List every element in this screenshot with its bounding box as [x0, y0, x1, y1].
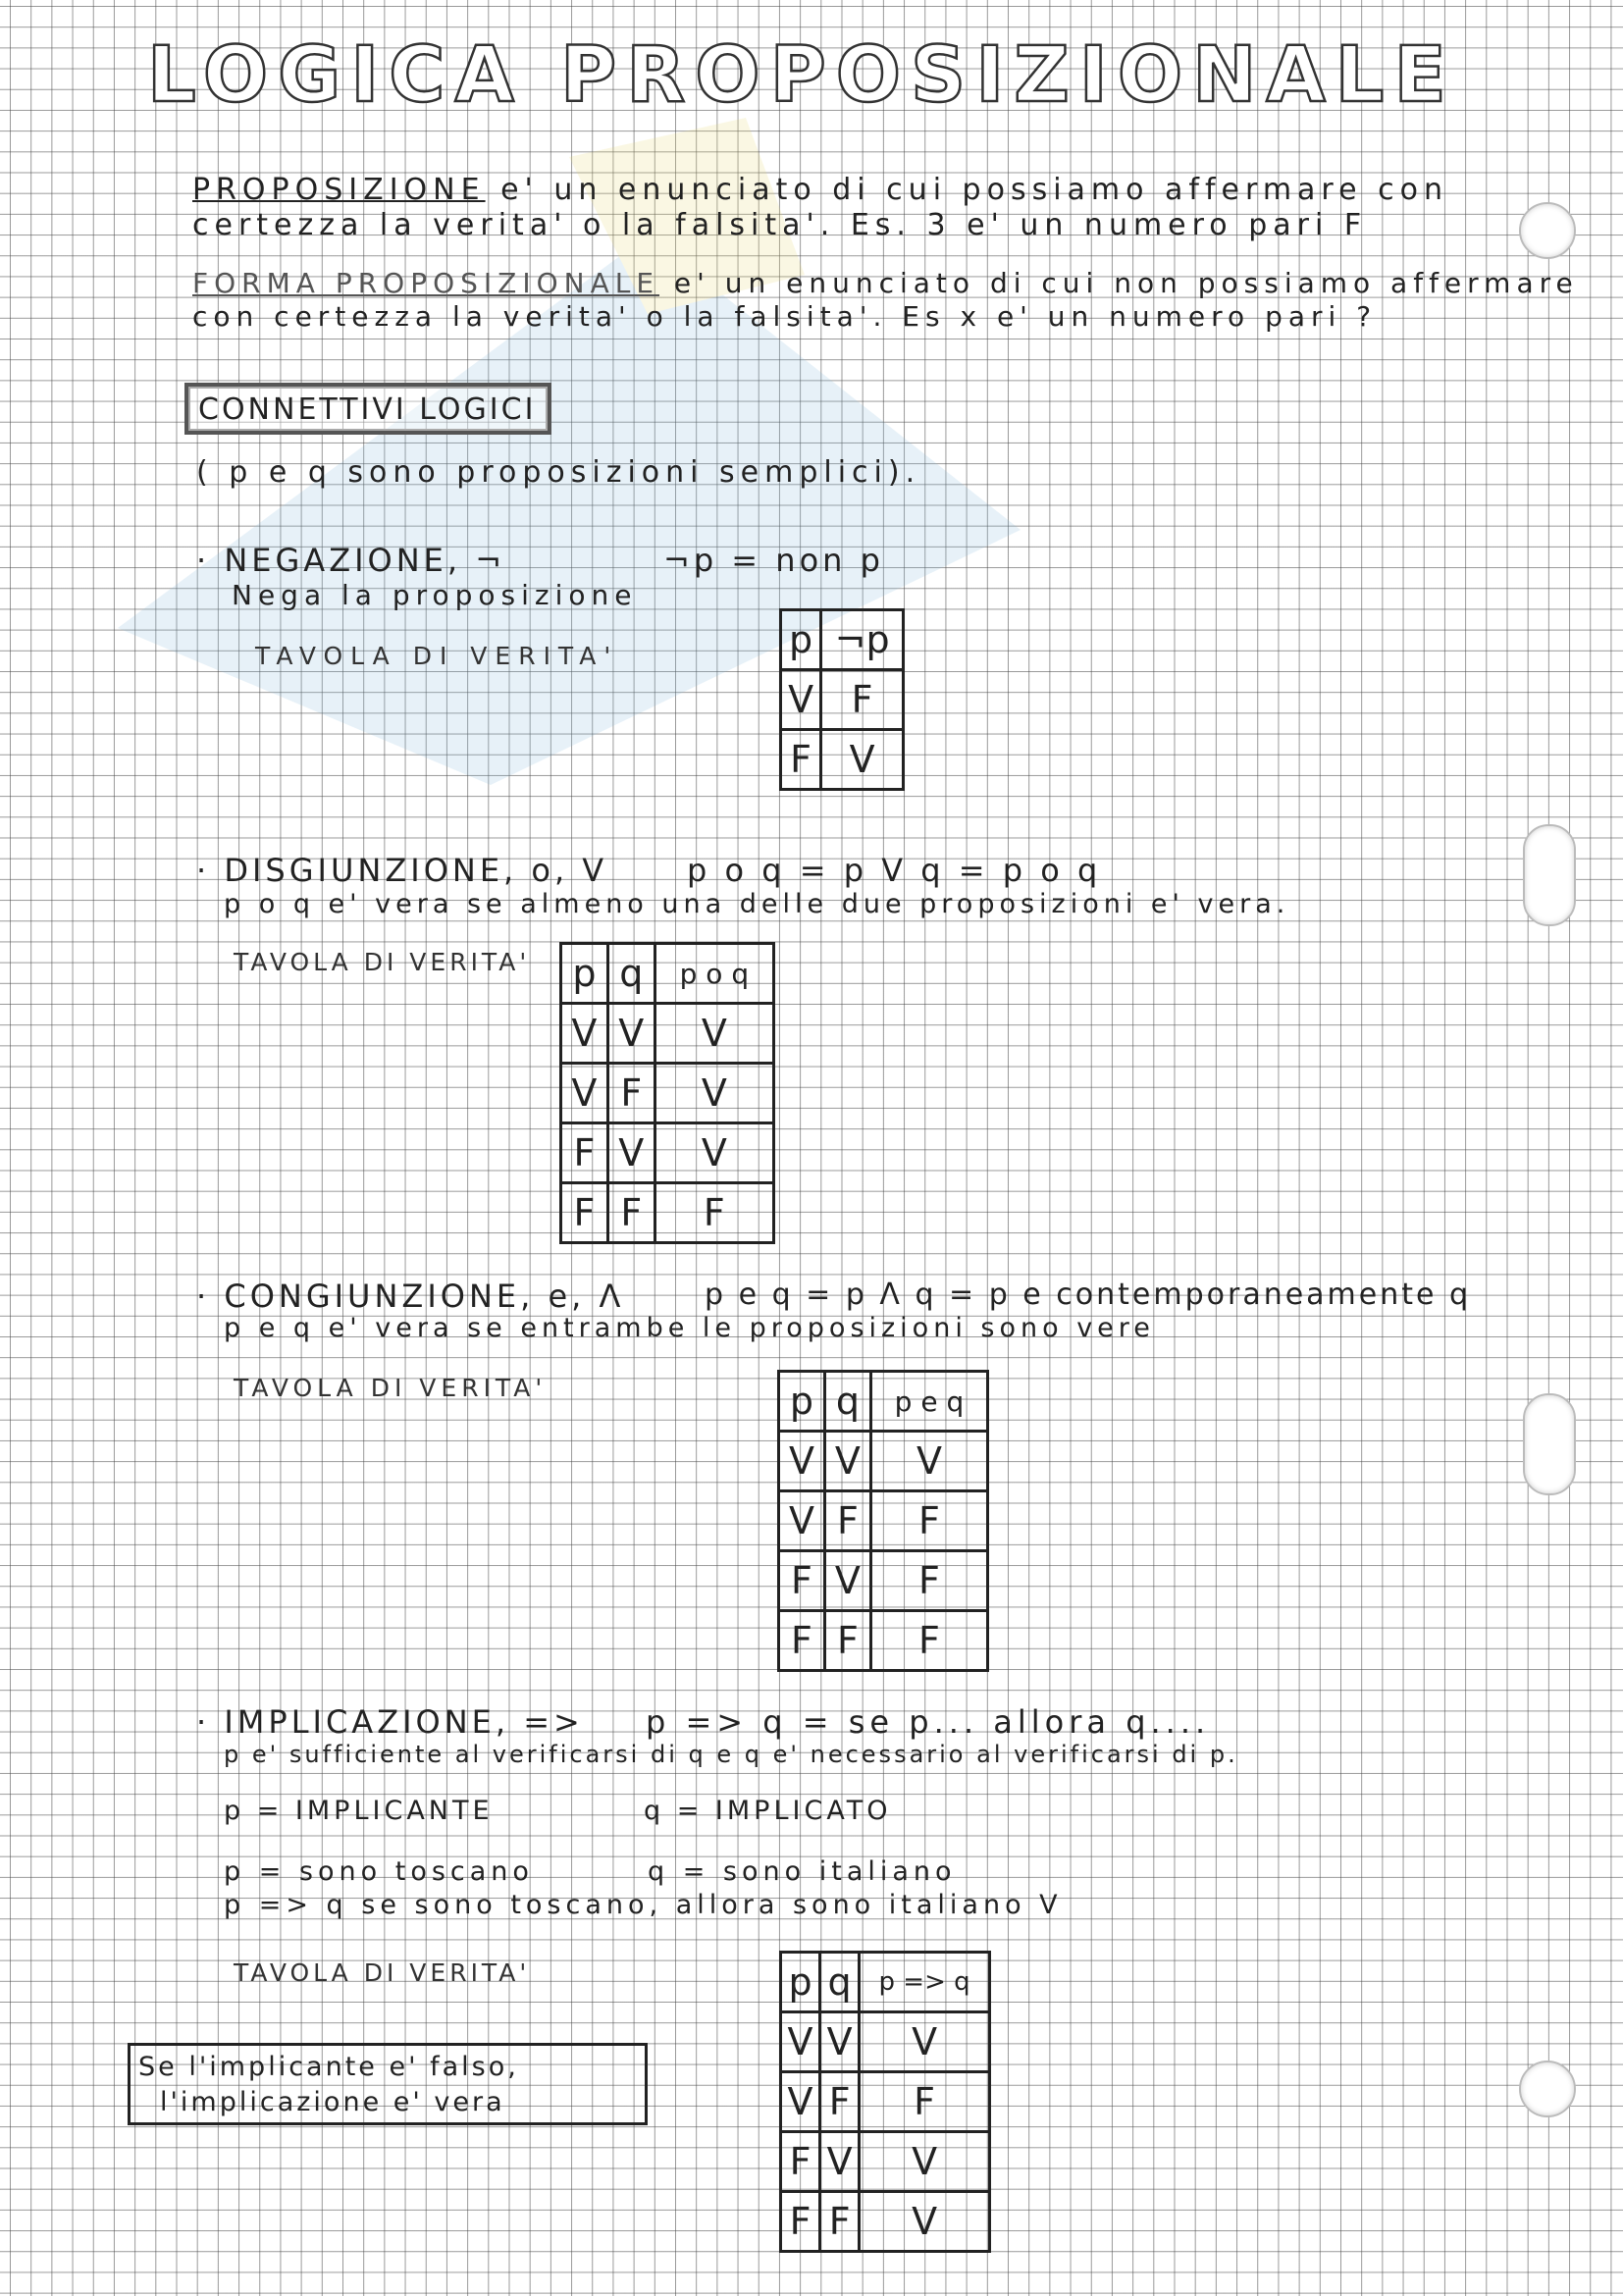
table-header-row [561, 944, 774, 1004]
implicato-label: q = IMPLICATO [644, 1796, 892, 1826]
table-row [781, 2012, 990, 2072]
congiunzione-formula: p e q = p Λ q = p e contemporaneamente q [705, 1278, 1472, 1312]
implicazione-heading: · IMPLICAZIONE, => [196, 1703, 584, 1741]
table-header-row [781, 1953, 990, 2012]
table-cell: F [779, 1551, 825, 1611]
connettivi-heading: CONNETTIVI LOGICI [184, 383, 551, 435]
congiunzione-heading: · CONGIUNZIONE, e, Λ [196, 1278, 625, 1315]
negazione-truth-table [779, 608, 905, 791]
table-cell: V [781, 670, 821, 730]
table-cell: F [654, 1183, 773, 1243]
header-cell: p [781, 1953, 820, 2012]
table-row [561, 1183, 774, 1243]
table-cell: V [607, 1123, 654, 1183]
punch-hole-4 [1519, 2061, 1576, 2117]
table-cell: V [824, 1551, 870, 1611]
table-cell: V [821, 730, 904, 790]
table-cell: V [654, 1064, 773, 1123]
disgiunzione-table-label: TAVOLA DI VERITA' [234, 948, 531, 976]
table-cell: F [561, 1123, 608, 1183]
header-cell: ¬p [821, 610, 904, 670]
table-cell: F [781, 730, 821, 790]
negazione-table-label: TAVOLA DI VERITA' [255, 642, 619, 670]
table-cell: F [870, 1551, 987, 1611]
negazione-description: Nega la proposizione [232, 579, 638, 611]
page-title: LOGICA PROPOSIZIONALE [147, 31, 1456, 120]
table-cell: F [860, 2072, 990, 2132]
proposizione-text-1: e' un enunciato di cui possiamo affermare con [485, 173, 1448, 207]
table-cell: F [781, 2192, 820, 2252]
punch-hole-3 [1523, 1393, 1576, 1495]
table-row [779, 1611, 988, 1671]
table-cell: F [561, 1183, 608, 1243]
table-cell: V [779, 1491, 825, 1551]
table-cell: F [821, 670, 904, 730]
negazione-heading: · NEGAZIONE, ¬ [196, 542, 506, 579]
congiunzione-truth-table [777, 1370, 989, 1672]
table-row [781, 2072, 990, 2132]
header-cell: q [607, 944, 654, 1004]
table-cell: F [870, 1491, 987, 1551]
connettivi-note: ( p e q sono proposizioni semplici). [196, 455, 921, 490]
header-cell: p o q [654, 944, 773, 1004]
table-row [781, 2132, 990, 2192]
table-cell: F [820, 2192, 860, 2252]
table-cell: V [607, 1004, 654, 1064]
implicante-note-box [128, 2043, 648, 2125]
table-cell: F [607, 1064, 654, 1123]
example-q: q = sono italiano [648, 1856, 957, 1887]
negazione-formula: ¬p = non p [663, 542, 884, 579]
table-cell: V [860, 2192, 990, 2252]
table-cell: F [824, 1491, 870, 1551]
proposizione-definition-line2: certezza la verita' o la falsita'. Es. 3 e' un numero pari F [192, 208, 1368, 242]
punch-hole-2 [1523, 824, 1576, 926]
table-cell: V [824, 1432, 870, 1491]
table-cell: F [824, 1611, 870, 1671]
implicazione-table-label: TAVOLA DI VERITA' [234, 1958, 531, 1987]
forma-definition [192, 267, 1579, 299]
table-row [779, 1432, 988, 1491]
table-row [561, 1123, 774, 1183]
header-cell: p [561, 944, 608, 1004]
table-cell: V [820, 2132, 860, 2192]
disgiunzione-formula: p o q = p V q = p o q [687, 852, 1102, 889]
disgiunzione-truth-table [559, 942, 775, 1244]
table-row [781, 670, 904, 730]
note-line-1: Se l'implicante e' falso, [138, 2052, 519, 2082]
table-cell: V [654, 1123, 773, 1183]
header-cell: q [824, 1372, 870, 1432]
forma-text-1: e' un enunciato di cui non possiamo affermare [659, 267, 1579, 299]
implicante-label: p = IMPLICANTE [224, 1796, 494, 1826]
punch-hole-1 [1519, 202, 1576, 259]
table-cell: V [779, 1432, 825, 1491]
implicazione-truth-table [779, 1951, 991, 2253]
header-cell: p e q [870, 1372, 987, 1432]
table-cell: F [820, 2072, 860, 2132]
table-cell: V [870, 1432, 987, 1491]
disgiunzione-description: p o q e' vera se almeno una delle due proposizioni e' vera. [224, 889, 1290, 919]
implicazione-formula: p => q = se p... allora q.... [646, 1703, 1211, 1741]
table-cell: F [870, 1611, 987, 1671]
table-row [779, 1551, 988, 1611]
table-cell: V [820, 2012, 860, 2072]
table-cell: V [781, 2072, 820, 2132]
example-p: p = sono toscano [224, 1856, 534, 1887]
header-cell: p [781, 610, 821, 670]
table-cell: F [607, 1183, 654, 1243]
table-cell: F [781, 2132, 820, 2192]
disgiunzione-heading: · DISGIUNZIONE, o, V [196, 852, 608, 889]
table-cell: V [781, 2012, 820, 2072]
forma-definition-line2: con certezza la verita' o la falsita'. Es x e' un numero pari ? [192, 300, 1378, 333]
header-cell: q [820, 1953, 860, 2012]
table-row [781, 730, 904, 790]
proposizione-definition [192, 173, 1448, 207]
table-row [561, 1064, 774, 1123]
congiunzione-description: p e q e' vera se entrambe le proposizioni sono vere [224, 1313, 1155, 1343]
table-header-row [781, 610, 904, 670]
table-cell: V [654, 1004, 773, 1064]
table-row [781, 2192, 990, 2252]
table-cell: V [561, 1064, 608, 1123]
header-cell: p => q [860, 1953, 990, 2012]
implicazione-description: p e' sufficiente al verificarsi di q e q e' necessario al verificarsi di p. [224, 1741, 1238, 1768]
header-cell: p [779, 1372, 825, 1432]
note-line-2: l'implicazione e' vera [160, 2087, 505, 2117]
example-implication: p => q se sono toscano, allora sono italiano V [224, 1890, 1063, 1920]
forma-term: FORMA PROPOSIZIONALE [192, 267, 660, 299]
table-cell: V [561, 1004, 608, 1064]
table-header-row [779, 1372, 988, 1432]
congiunzione-table-label: TAVOLA DI VERITA' [234, 1374, 548, 1402]
table-row [779, 1491, 988, 1551]
proposizione-term: PROPOSIZIONE [192, 173, 486, 207]
table-cell: F [779, 1611, 825, 1671]
table-row [561, 1004, 774, 1064]
table-cell: V [860, 2132, 990, 2192]
table-cell: V [860, 2012, 990, 2072]
